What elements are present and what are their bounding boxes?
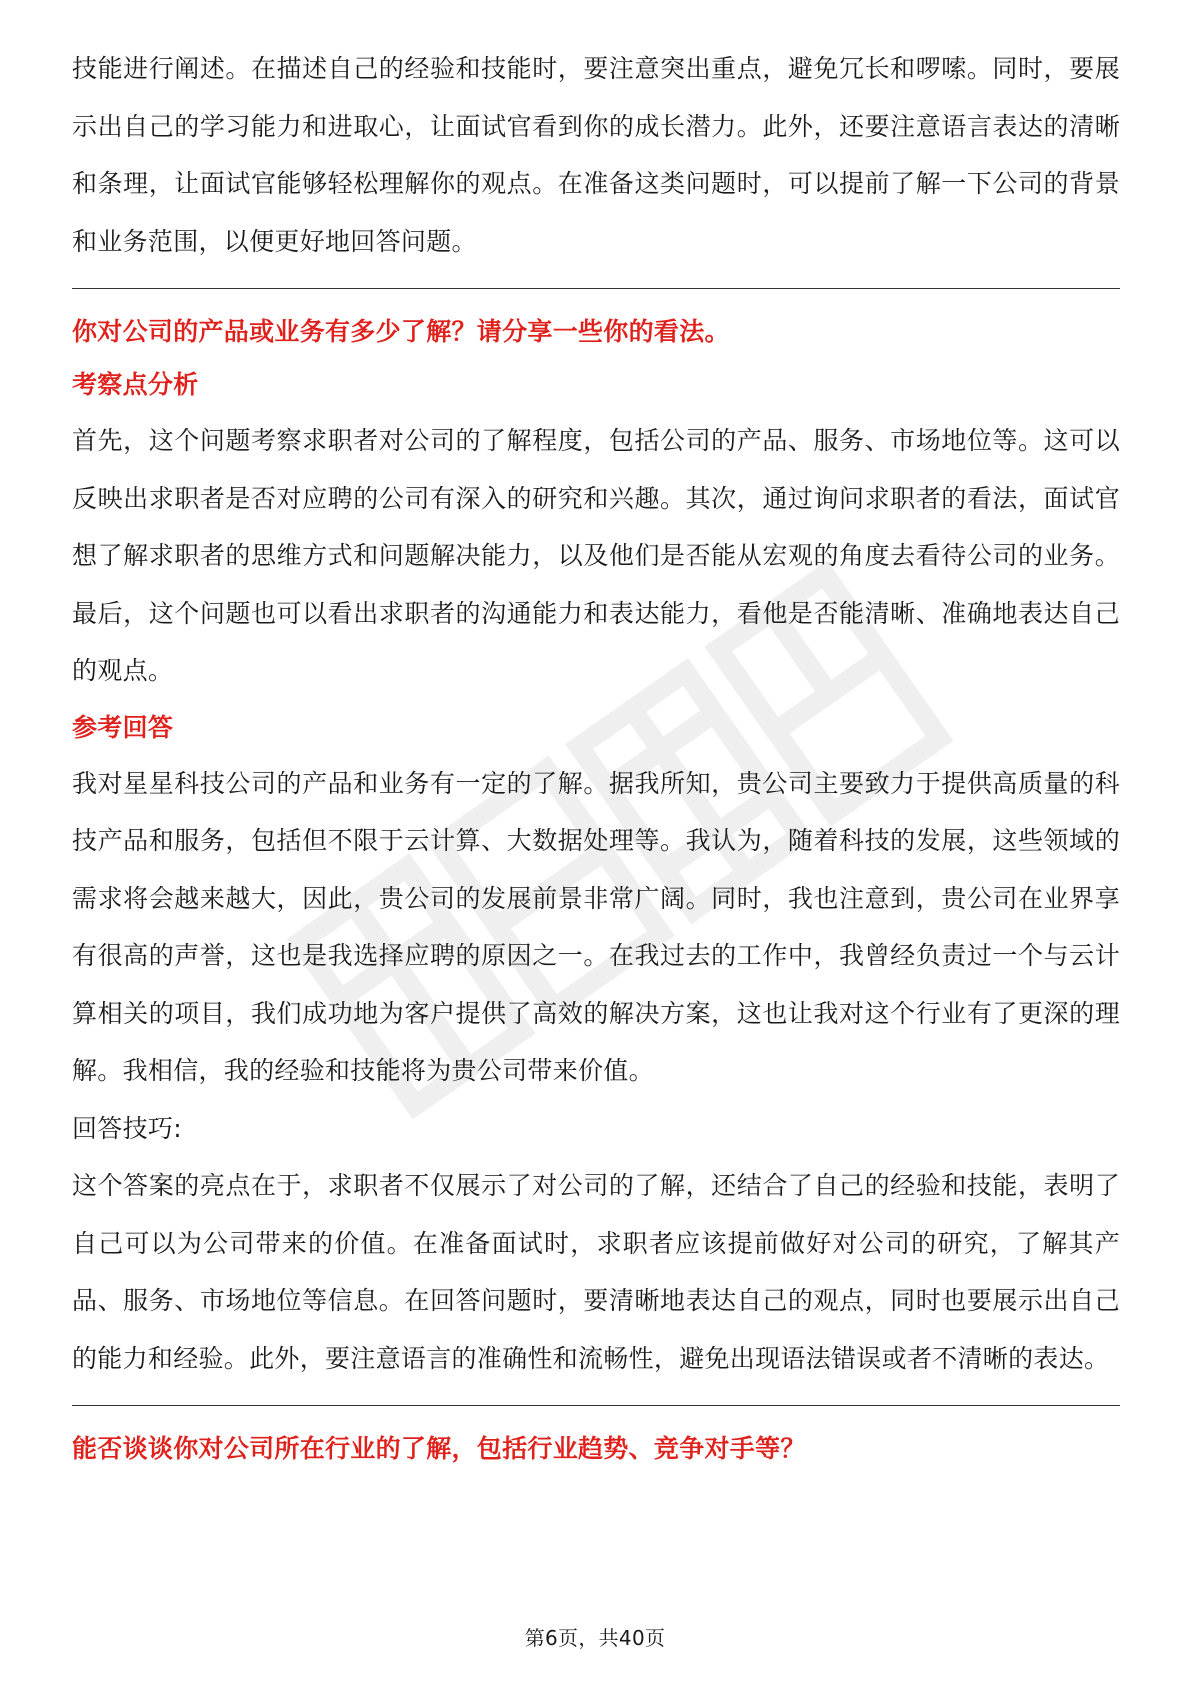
analysis-paragraph: 首先，这个问题考察求职者对公司的了解程度，包括公司的产品、服务、市场地位等。这可以反映出求职者是否对应聘的公司有深入的研究和兴趣。其次，通过询问求职者的看法，面试官想了解求职者的思维方式和问题解决能力，以及他们是否能从宏观的角度去看待公司的业务。最后，这个问题也可以看出求职者的沟通能力和表达能力，看他是否能清晰、准确地表达自己的观点。	[72, 426, 1120, 685]
intro-paragraph: 技能进行阐述。在描述自己的经验和技能时，要注意突出重点，避免冗长和啰嗦。同时，要展示出自己的学习能力和进取心，让面试官看到你的成长潜力。此外，还要注意语言表达的清晰和条理，让面试官能够轻松理解你的观点。在准备这类问题时，可以提前了解一下公司的背景和业务范围，以便更好地回答问题。	[72, 54, 1120, 256]
section-divider	[72, 288, 1120, 289]
next-question-title: 能否谈谈你对公司所在行业的了解，包括行业趋势、竞争对手等？	[72, 1434, 806, 1463]
tips-paragraph: 这个答案的亮点在于，求职者不仅展示了对公司的了解，还结合了自己的经验和技能，表明了自己可以为公司带来的价值。在准备面试时，求职者应该提前做好对公司的研究，了解其产品、服务、市场地位等信息。在回答问题时，要清晰地表达自己的观点，同时也要展示出自己的能力和经验。此外，要注意语言的准确性和流畅性，避免出现语法错误或者不清晰的表达。	[72, 1171, 1120, 1373]
answer-heading: 参考回答	[72, 712, 174, 742]
tips-label: 回答技巧:	[72, 1113, 182, 1143]
main-content	[72, 40, 1120, 1474]
page-number: 第6页，共40页	[524, 1626, 666, 1650]
answer-paragraph: 我对星星科技公司的产品和业务有一定的了解。据我所知，贵公司主要致力于提供高质量的科技产品和服务，包括但不限于云计算、大数据处理等。我认为，随着科技的发展，这些领域的需求将会越来越大，因此，贵公司的发展前景非常广阔。同时，我也注意到，贵公司在业界享有很高的声誉，这也是我选择应聘的原因之一。在我过去的工作中，我曾经负责过一个与云计算相关的项目，我们成功地为客户提供了高效的解决方案，这也让我对这个行业有了更深的理解。我相信，我的经验和技能将为贵公司带来价值。	[72, 768, 1120, 1085]
analysis-heading: 考察点分析	[72, 370, 199, 399]
question-title: 你对公司的产品或业务有多少了解？请分享一些你的看法。	[72, 317, 730, 346]
section-divider	[72, 1405, 1120, 1406]
